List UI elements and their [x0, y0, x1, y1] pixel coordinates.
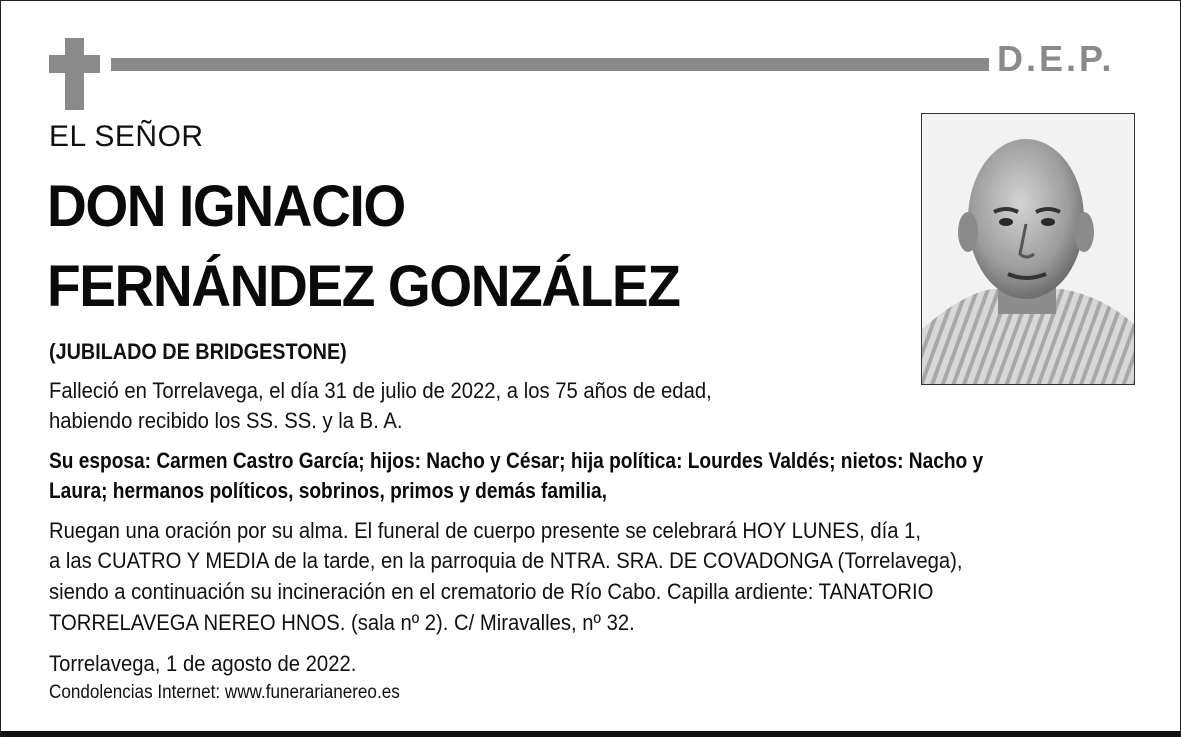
cross-icon [65, 38, 84, 110]
death-line-1: Falleció en Torrelavega, el día 31 de julio de 2022, a los 75 años de edad, [49, 378, 712, 403]
condolences-link[interactable]: Condolencias Internet: www.funerarianereo.es [49, 682, 400, 703]
dep-label: D.E.P. [997, 38, 1115, 79]
portrait-image [922, 114, 1134, 384]
title-prefix: EL SEÑOR [49, 120, 204, 153]
service-line-3: siendo a continuación su incineración en el crematorio de Río Cabo. Capilla ardiente: TANATORIO [49, 579, 934, 604]
portrait-photo [921, 113, 1135, 385]
death-line-2: habiendo recibido los SS. SS. y la B. A. [49, 408, 403, 433]
service-line-1: Ruegan una oración por su alma. El funeral de cuerpo presente se celebrará HOY LUNES, día 1, [49, 518, 922, 543]
family-line-1: Su esposa: Carmen Castro García; hijos: Nacho y César; hija política: Lourdes Valdés; nietos: Nacho y [49, 448, 984, 473]
place-date: Torrelavega, 1 de agosto de 2022. [49, 651, 357, 676]
name-line-1: DON IGNACIO [47, 174, 405, 239]
name-line-2: FERNÁNDEZ GONZÁLEZ [47, 254, 680, 319]
service-line-2: a las CUATRO Y MEDIA de la tarde, en la parroquia de NTRA. SRA. DE COVADONGA (Torrelavega), [49, 548, 963, 573]
family-line-2: Laura; hermanos políticos, sobrinos, primos y demás familia, [49, 478, 607, 503]
deceased-name [47, 167, 864, 327]
header-rule [111, 58, 989, 71]
cross-icon-bar [49, 55, 100, 73]
service-line-4: TORRELAVEGA NEREO HNOS. (sala nº 2). C/ Miravalles, nº 32. [49, 610, 635, 635]
occupation: (JUBILADO DE BRIDGESTONE) [49, 339, 347, 364]
